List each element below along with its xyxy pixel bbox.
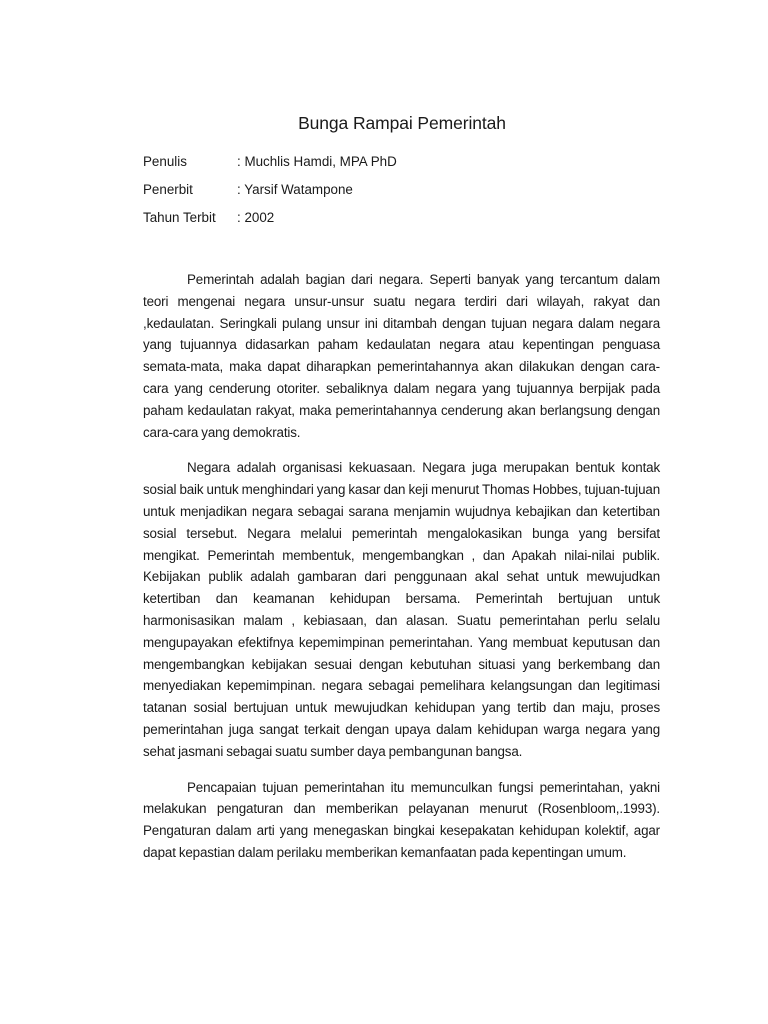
document-body	[143, 269, 660, 878]
paragraph: Negara adalah organisasi kekuasaan. Negara juga merupakan bentuk kontak sosial baik untuk menghindari yang kasar dan keji menurut Thomas Hobbes, tujuan-tujuan untuk menjadikan negara sebagai sarana menjamin wujudnya kebajikan dan ketertiban sosial tersebut. Negara melalui pemerintah mengalokasikan bunga yang bersifat mengikat. Pemerintah membentuk, mengembangkan , dan Apakah nilai-nilai publik. Kebijakan publik adalah gambaran dari penggunaan akal sehat untuk mewujudkan ketertiban dan keamanan kehidupan bersama. Pemerintah bertujuan untuk harmonisasikan malam , kebiasaan, dan alasan. Suatu pemerintahan perlu selalu mengupayakan efektifnya kepemimpinan pemerintahan. Yang membuat keputusan dan mengembangkan kebijakan sesuai dengan kebutuhan situasi yang berkembang dan menyediakan kepemimpinan. negara sebagai pemelihara kelangsungan dan legitimasi tatanan sosial bertujuan untuk mewujudkan kehidupan yang tertib dan maju, proses pemerintahan juga sangat terkait dengan upaya dalam kehidupan warga negara yang sehat jasmani sebagai suatu sumber daya pembangunan bangsa.	[143, 460, 660, 759]
paragraph: Pencapaian tujuan pemerintahan itu memunculkan fungsi pemerintahan, yakni melakukan pengaturan dan memberikan pelayanan menurut (Rosenbloom,.1993). Pengaturan dalam arti yang menegaskan bingkai kesepakatan kehidupan kolektif, agar dapat kepastian dalam perilaku memberikan kemanfaatan pada kepentingan umum.	[143, 779, 660, 860]
meta-value: : Muchlis Hamdi, MPA PhD	[237, 154, 397, 169]
meta-value: : Yarsif Watampone	[237, 182, 353, 197]
document-title: Bunga Rampai Pemerintah	[298, 113, 506, 133]
meta-label: Tahun Terbit	[143, 210, 216, 225]
meta-label: Penerbit	[143, 182, 193, 197]
meta-value: : 2002	[237, 210, 275, 225]
paragraph: Pemerintah adalah bagian dari negara. Seperti banyak yang tercantum dalam teori mengenai negara unsur-unsur suatu negara terdiri dari wilayah, rakyat dan ,kedaulatan. Seringkali pulang unsur ini ditambah dengan tujuan negara dalam negara yang tujuannya didasarkan paham kedaulatan negara atau kepentingan penguasa semata-mata, maka dapat diharapkan pemerintahannya akan dilakukan dengan cara-cara yang cenderung otoriter. sebaliknya dalam negara yang tujuannya berpijak pada paham kedaulatan rakyat, maka pemerintahannya cenderung akan berlangsung dengan cara-cara yang demokratis.	[143, 272, 660, 440]
meta-label: Penulis	[143, 154, 187, 169]
